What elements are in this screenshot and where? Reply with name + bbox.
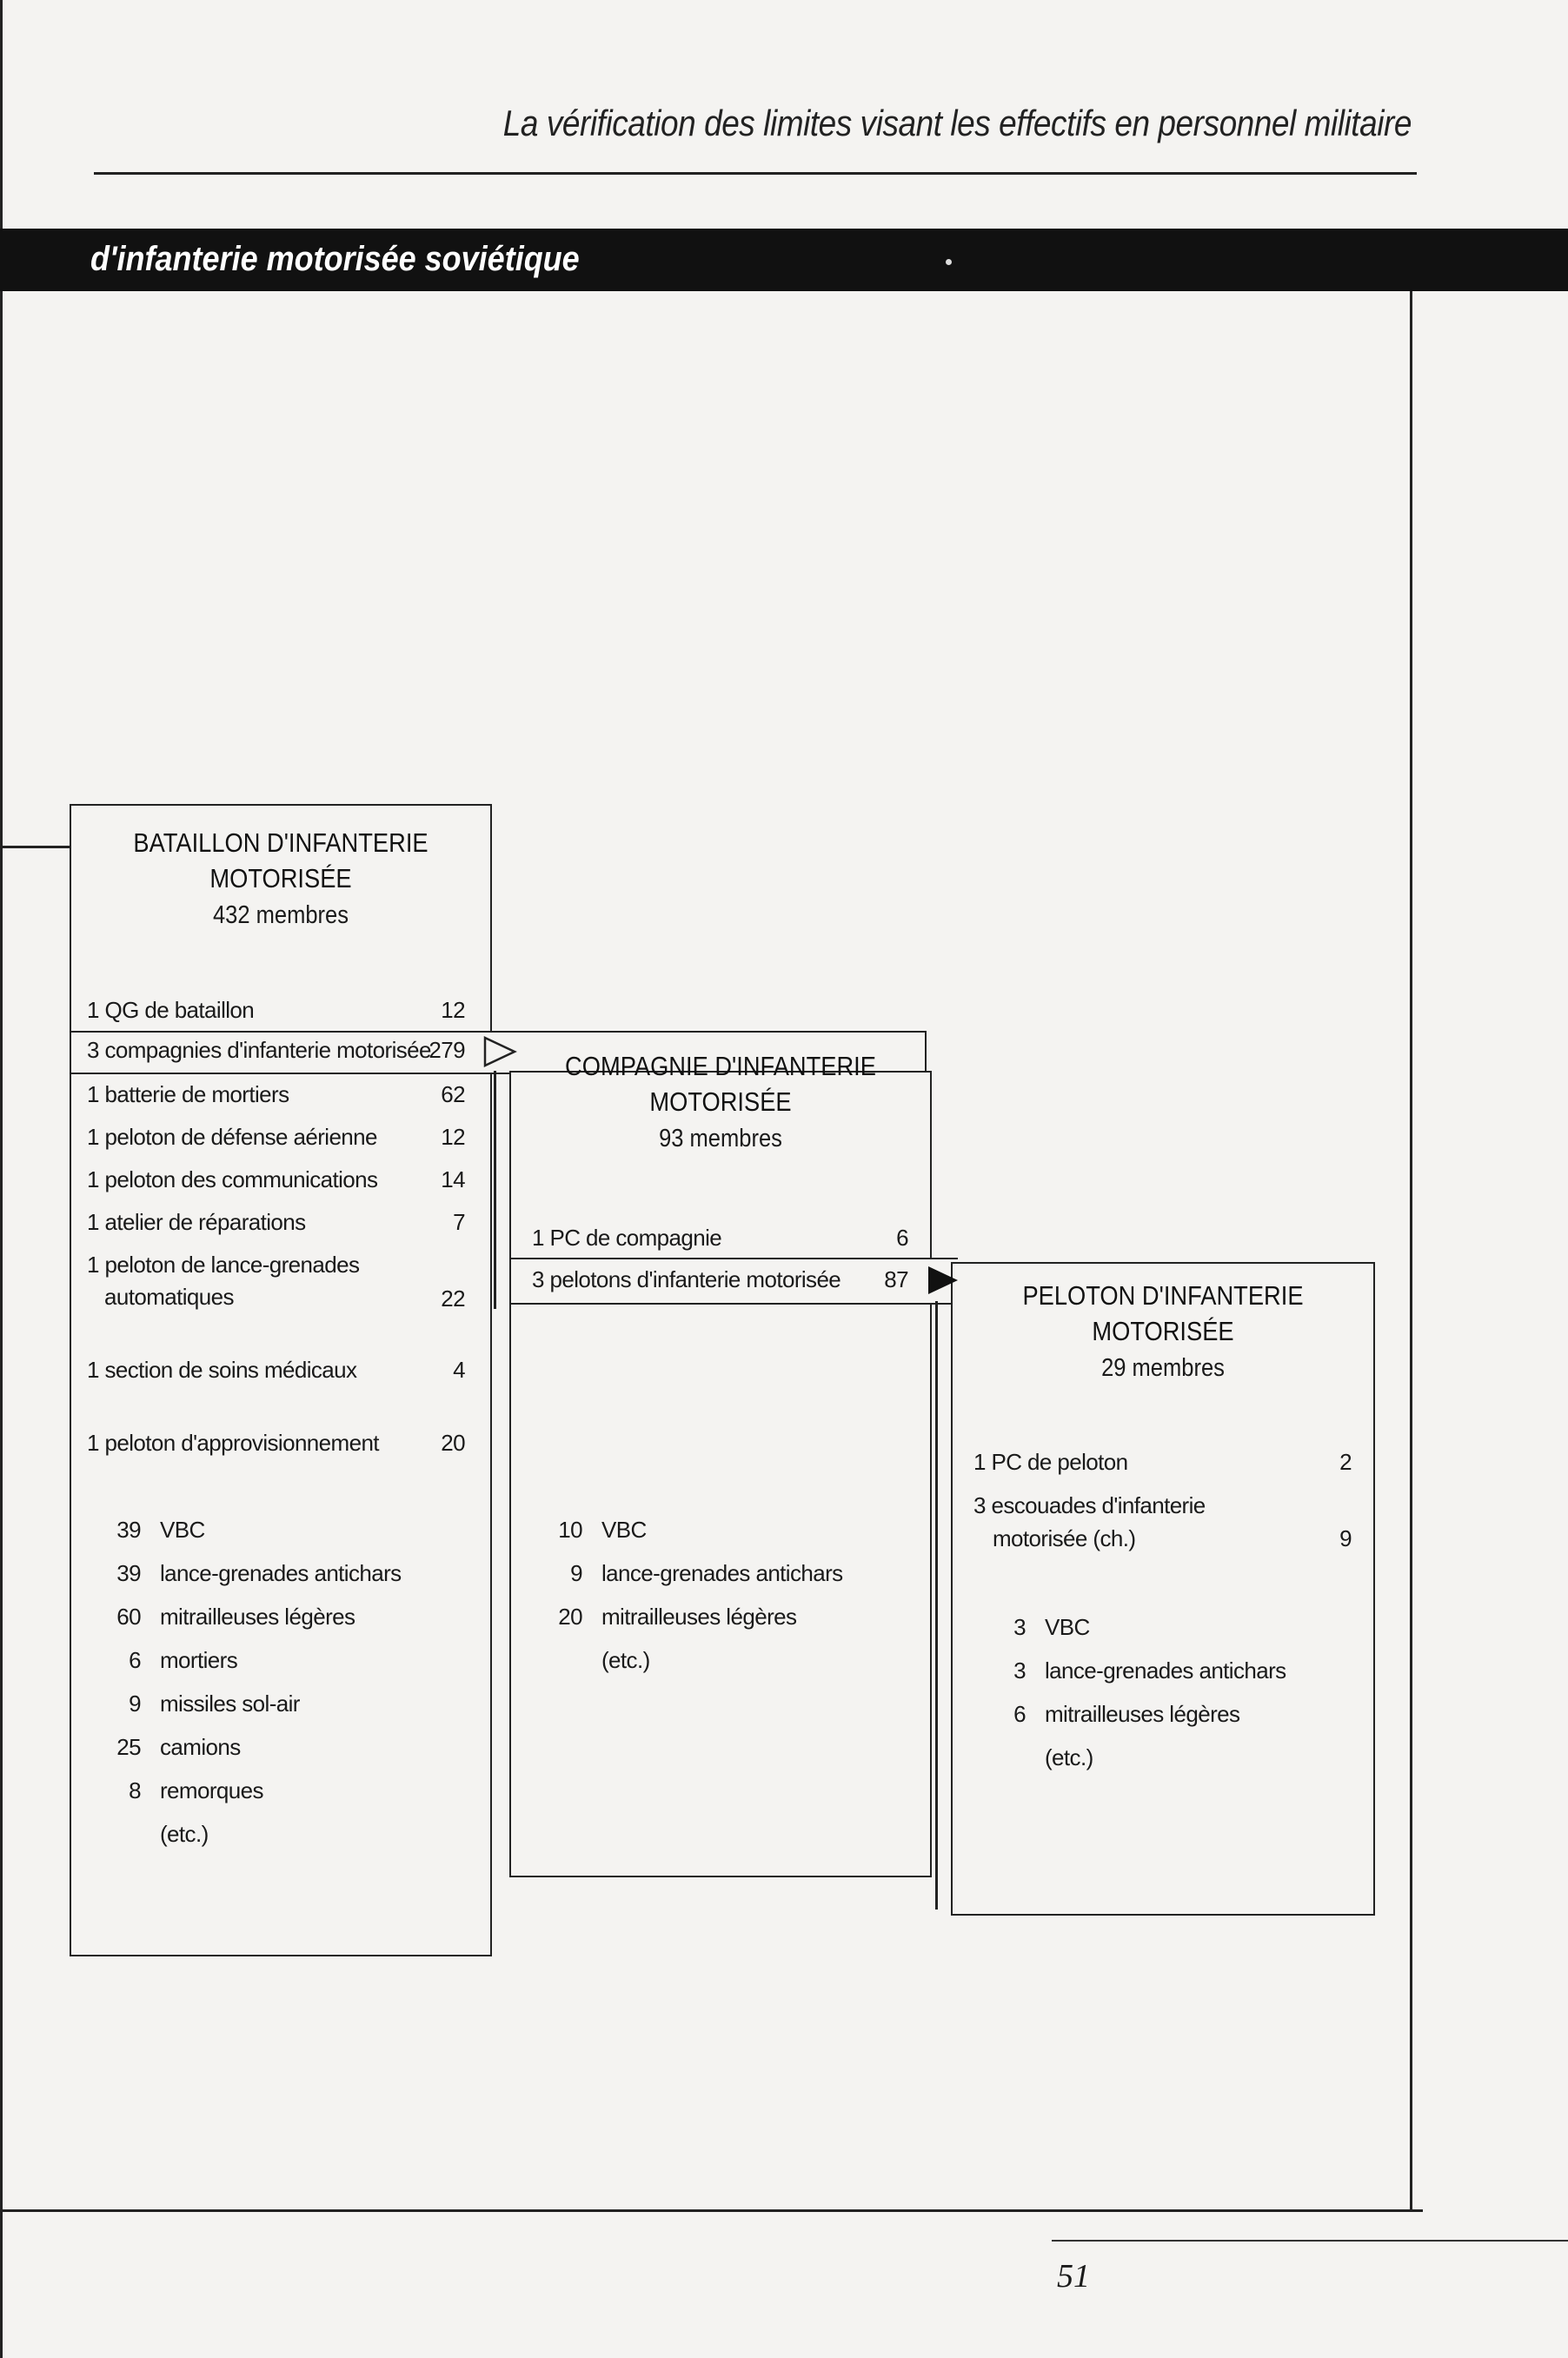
header-rule bbox=[94, 172, 1417, 175]
equipment-item bbox=[111, 1638, 402, 1682]
equipment-qty: 8 bbox=[129, 1777, 141, 1803]
equipment-qty: 6 bbox=[1013, 1701, 1026, 1727]
compagnie-inner-line bbox=[494, 1071, 496, 1309]
unit-count: 279 bbox=[429, 1037, 465, 1063]
section-title: d'infanterie motorisée soviétique bbox=[90, 240, 580, 278]
unit-label-continued: automatiques bbox=[104, 1284, 234, 1310]
unit-count: 12 bbox=[441, 1124, 465, 1150]
equipment-item bbox=[996, 1605, 1286, 1649]
unit-label: 1 peloton des communications bbox=[87, 1166, 378, 1192]
equipment-qty: 9 bbox=[570, 1560, 582, 1586]
equipment-item bbox=[111, 1551, 402, 1595]
bataillon-unit-row bbox=[87, 1428, 379, 1458]
unit-label: 1 PC de compagnie bbox=[532, 1225, 722, 1251]
running-header-title: La vérification des limites visant les effectifs en personnel militaire bbox=[502, 103, 1412, 143]
equipment-item bbox=[553, 1595, 843, 1638]
peloton-header bbox=[951, 1278, 1375, 1383]
equipment-qty: 9 bbox=[129, 1690, 141, 1717]
unit-label: 1 section de soins médicaux bbox=[87, 1357, 357, 1383]
equipment-name: remorques bbox=[160, 1777, 263, 1803]
equipment-name: mitrailleuses légères bbox=[160, 1604, 355, 1630]
equipment-item bbox=[553, 1638, 843, 1682]
connector-line bbox=[0, 846, 70, 848]
bataillon-unit-row bbox=[87, 1035, 431, 1065]
equipment-name: lance-grenades antichars bbox=[601, 1560, 843, 1586]
compagnie-box bbox=[509, 1071, 932, 1877]
equipment-item bbox=[111, 1508, 402, 1551]
bataillon-unit-row bbox=[87, 1079, 289, 1109]
equipment-item bbox=[111, 1812, 402, 1856]
equipment-qty: 39 bbox=[116, 1517, 141, 1543]
footer-rule bbox=[1052, 2240, 1568, 2242]
unit-count: 7 bbox=[453, 1209, 465, 1235]
compagnie-unit-row bbox=[532, 1265, 840, 1294]
equipment-item bbox=[553, 1551, 843, 1595]
compagnie-unit-row bbox=[532, 1223, 721, 1252]
unit-label: 1 QG de bataillon bbox=[87, 997, 255, 1023]
unit-label: 1 peloton de défense aérienne bbox=[87, 1124, 377, 1150]
figure-right-border bbox=[1410, 291, 1412, 2212]
equipment-list bbox=[553, 1508, 843, 1682]
equipment-name: mitrailleuses légères bbox=[1045, 1701, 1240, 1727]
peloton-unit-row bbox=[973, 1447, 1127, 1477]
equipment-name: lance-grenades antichars bbox=[160, 1560, 402, 1586]
equipment-list bbox=[996, 1605, 1286, 1779]
unit-label: 3 escouades d'infanterie bbox=[973, 1492, 1206, 1518]
compagnie-header bbox=[509, 1048, 932, 1153]
bataillon-unit-row bbox=[87, 1122, 377, 1152]
equipment-qty: 3 bbox=[1013, 1614, 1026, 1640]
compagnie-members: 93 membres bbox=[659, 1125, 782, 1152]
equipment-qty: 39 bbox=[116, 1560, 141, 1586]
unit-label: 1 batterie de mortiers bbox=[87, 1081, 289, 1107]
bataillon-members: 432 membres bbox=[212, 901, 349, 929]
unit-label-continued: motorisée (ch.) bbox=[993, 1525, 1136, 1551]
equipment-qty: 25 bbox=[116, 1734, 141, 1760]
unit-count: 20 bbox=[441, 1430, 465, 1456]
peloton-unit-row bbox=[973, 1491, 1206, 1520]
bataillon-title-line1: BATAILLON D'INFANTERIE bbox=[133, 827, 429, 858]
page-left-border bbox=[0, 0, 3, 2358]
equipment-qty: 20 bbox=[558, 1604, 582, 1630]
equipment-qty: 60 bbox=[116, 1604, 141, 1630]
equipment-qty: 6 bbox=[129, 1647, 141, 1673]
unit-label: 1 atelier de réparations bbox=[87, 1209, 306, 1235]
peloton-members: 29 membres bbox=[1101, 1354, 1225, 1382]
equipment-name: mitrailleuses légères bbox=[601, 1604, 797, 1630]
bataillon-unit-row bbox=[87, 1165, 377, 1194]
equipment-name: (etc.) bbox=[601, 1647, 650, 1673]
bataillon-unit-row bbox=[87, 1250, 359, 1279]
equipment-name: VBC bbox=[160, 1517, 205, 1543]
equipment-item bbox=[111, 1595, 402, 1638]
equipment-name: missiles sol-air bbox=[160, 1690, 300, 1717]
compagnie-title-line1: COMPAGNIE D'INFANTERIE bbox=[565, 1051, 876, 1081]
bataillon-title-line2: MOTORISÉE bbox=[209, 863, 352, 893]
equipment-list bbox=[111, 1508, 402, 1856]
equipment-name: camions bbox=[160, 1734, 241, 1760]
equipment-item bbox=[111, 1769, 402, 1812]
equipment-name: VBC bbox=[1045, 1614, 1090, 1640]
solid-arrow-icon bbox=[927, 1265, 961, 1296]
unit-count: 12 bbox=[441, 997, 465, 1023]
equipment-name: VBC bbox=[601, 1517, 647, 1543]
unit-label: 3 pelotons d'infanterie motorisée bbox=[532, 1266, 841, 1292]
page-number: 51 bbox=[1057, 2258, 1090, 2295]
unit-count: 4 bbox=[453, 1357, 465, 1383]
peloton-title-line2: MOTORISÉE bbox=[1092, 1316, 1234, 1346]
bataillon-unit-row bbox=[87, 995, 254, 1025]
compagnie-title-line2: MOTORISÉE bbox=[649, 1086, 792, 1117]
unit-label: 3 compagnies d'infanterie motorisée bbox=[87, 1037, 431, 1063]
equipment-name: (etc.) bbox=[1045, 1744, 1093, 1770]
unit-count: 62 bbox=[441, 1081, 465, 1107]
equipment-item bbox=[996, 1649, 1286, 1692]
bataillon-unit-row bbox=[87, 1355, 356, 1385]
equipment-item bbox=[996, 1736, 1286, 1779]
equipment-name: lance-grenades antichars bbox=[1045, 1657, 1286, 1684]
unit-label: 1 peloton d'approvisionnement bbox=[87, 1430, 379, 1456]
equipment-qty: 3 bbox=[1013, 1657, 1026, 1684]
equipment-item bbox=[553, 1508, 843, 1551]
bar-dot bbox=[946, 259, 952, 265]
unit-label: 1 peloton de lance-grenades bbox=[87, 1252, 360, 1278]
outline-arrow-icon bbox=[483, 1036, 518, 1067]
equipment-item bbox=[111, 1725, 402, 1769]
unit-count: 6 bbox=[896, 1225, 908, 1251]
figure-bottom-border bbox=[0, 2209, 1423, 2212]
peloton-title-line1: PELOTON D'INFANTERIE bbox=[1022, 1280, 1304, 1311]
unit-count: 87 bbox=[884, 1266, 908, 1292]
unit-count: 22 bbox=[441, 1285, 465, 1312]
unit-label: 1 PC de peloton bbox=[973, 1449, 1128, 1475]
equipment-name: mortiers bbox=[160, 1647, 238, 1673]
bataillon-unit-row bbox=[87, 1207, 306, 1237]
equipment-name: (etc.) bbox=[160, 1821, 209, 1847]
equipment-item bbox=[111, 1682, 402, 1725]
equipment-item bbox=[996, 1692, 1286, 1736]
peloton-inner-line bbox=[935, 1301, 938, 1910]
equipment-qty: 10 bbox=[558, 1517, 582, 1543]
unit-count: 14 bbox=[441, 1166, 465, 1192]
unit-count: 9 bbox=[1339, 1525, 1352, 1551]
unit-count: 2 bbox=[1339, 1449, 1352, 1475]
